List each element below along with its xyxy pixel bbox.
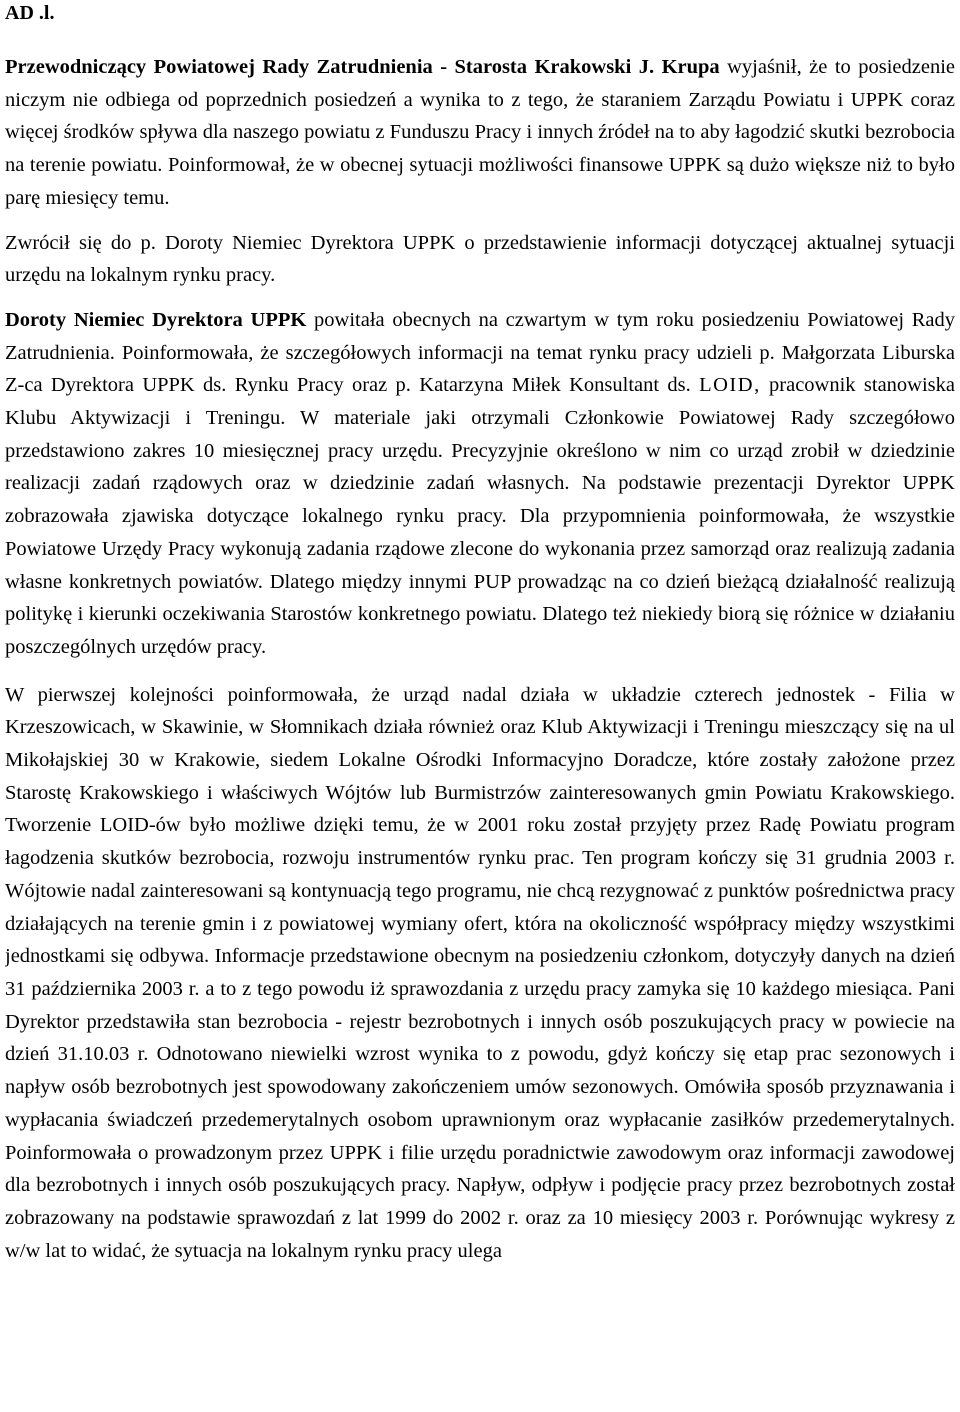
paragraph-starosta-statement xyxy=(5,51,955,215)
loid-abbreviation: LOID, xyxy=(699,374,761,397)
document-page xyxy=(5,0,955,1412)
paragraph-text: wyjaśnił, że to posiedzenie niczym nie odbiega od poprzednich posiedzeń a wynika to z tego, że staraniem Zarządu Powiatu i UPPK coraz więcej środków spływa dla naszego powiatu z Funduszu Pracy i innych źródeł na to aby łagodzić skutki bezrobocia na terenie powiatu. Poinformował, że w obecnej sytuacji możliwości finansowe UPPK są dużo większe niż to było parę miesięcy temu. xyxy=(5,56,955,209)
speaker-name-bold: Doroty Niemiec Dyrektora UPPK xyxy=(5,308,307,331)
paragraph-text-part-b: pracownik stanowiska Klubu Aktywizacji i Treningu. W materiale jaki otrzymali Członkowie Powiatowej Rady szczegółowo przedstawiono zakres 10 miesięcznej pracy urzędu. Precyzyjnie określono w nim co urząd zrobił w dziedzinie realizacji zadań rządowych oraz w dziedzinie zadań własnych. Na podstawie prezentacji Dyrektor UPPK zobrazowała zjawiska dotyczące lokalnego rynku pracy. Dla przypomnienia poinformowała, że wszystkie Powiatowe Urzędy Pracy wykonują zadania rządowe zlecone do wykonania przez samorząd oraz realizują zadania własne konkretnych powiatów. Dlatego między innymi PUP prowadząc na co dzień bieżącą działalność realizują politykę i kierunki oczekiwania Starostów konkretnego powiatu. Dlatego też niekiedy biorą się różnice w działaniu poszczególnych urzędów pracy. xyxy=(5,374,955,658)
paragraph-text-part-a: powitała obecnych na czwartym w tym roku posiedzeniu Powiatowej Rady Zatrudnienia. Poinformowała, że szczegółowych informacji na temat rynku pracy udzieli p. Małgorzata Liburska Z-ca Dyrektora UPPK ds. Rynku Pracy oraz p. Katarzyna Miłek Konsultant ds. xyxy=(5,308,955,397)
paragraph-request: Zwrócił się do p. Doroty Niemiec Dyrektora UPPK o przedstawienie informacji dotyczącej aktualnej sytuacji urzędu na lokalnym rynku pracy. xyxy=(5,231,955,287)
paragraph-director-statement xyxy=(5,304,955,664)
speaker-name-bold: Przewodniczący Powiatowej Rady Zatrudnienia - Starosta Krakowski J. Krupa xyxy=(5,56,720,78)
paragraph-office-structure: W pierwszej kolejności poinformowała, że urząd nadal działa w układzie czterech jednostek - Filia w Krzeszowicach, w Skawinie, w Słomnikach działa również oraz Klub Aktywizacji i Treningu mieszczący się na ul Mikołajskiej 30 w Krakowie, siedem Lokalne Ośrodki Informacyjno Doradcze, które zostały założone przez Starostę Krakowskiego i właściwych Wójtów lub Burmistrzów zainteresowanych gmin Powiatu Krakowskiego. Tworzenie LOID-ów było możliwe dzięki temu, że w 2001 roku został przyjęty przez Radę Powiatu program łagodzenia skutków bezrobocia, rozwoju instrumentów rynku prac. Ten program kończy się 31 grudnia 2003 r. Wójtowie nadal zainteresowani są kontynuacją tego programu, nie chcą rezygnować z punktów pośrednictwa pracy działających na terenie gmin i z powiatowej wymiany ofert, która na okoliczność współpracy między wszystkimi jednostkami się odbywa. Informacje przedstawione obecnym na posiedzeniu członkom, dotyczyły danych na dzień 31 października 2003 r. a to z tego powodu iż sprawozdania z urzędu pracy zamyka się 10 każdego miesiąca. Pani Dyrektor przedstawiła stan bezrobocia - rejestr bezrobotnych i innych osób poszukujących pracy w powiecie na dzień 31.10.03 r. Odnotowano niewielki wzrost wynika to z powodu, gdyż kończy się etap prac sezonowych i napływ osób bezrobotnych jest spowodowany zakończeniem umów sezonowych. Omówiła sposób przyznawania i wypłacania świadczeń przedemerytalnych osobom uprawnionym oraz wypłacanie zasiłków przedemerytalnych. Poinformowała o prowadzonym przez UPPK i filie urzędu poradnictwie zawodowym oraz informacji zawodowej dla bezrobotnych i innych osób poszukujących pracy. Napływ, odpływ i podjęcie pracy przez bezrobotnych został zobrazowany na podstawie sprawozdań z lat 1999 do 2002 r. oraz za 10 miesięcy 2003 r. Porównując wykresy z w/w lat to widać, że sytuacja na lokalnym rynku pracy ulega xyxy=(5,683,955,1262)
section-heading: AD .l. xyxy=(5,2,55,24)
